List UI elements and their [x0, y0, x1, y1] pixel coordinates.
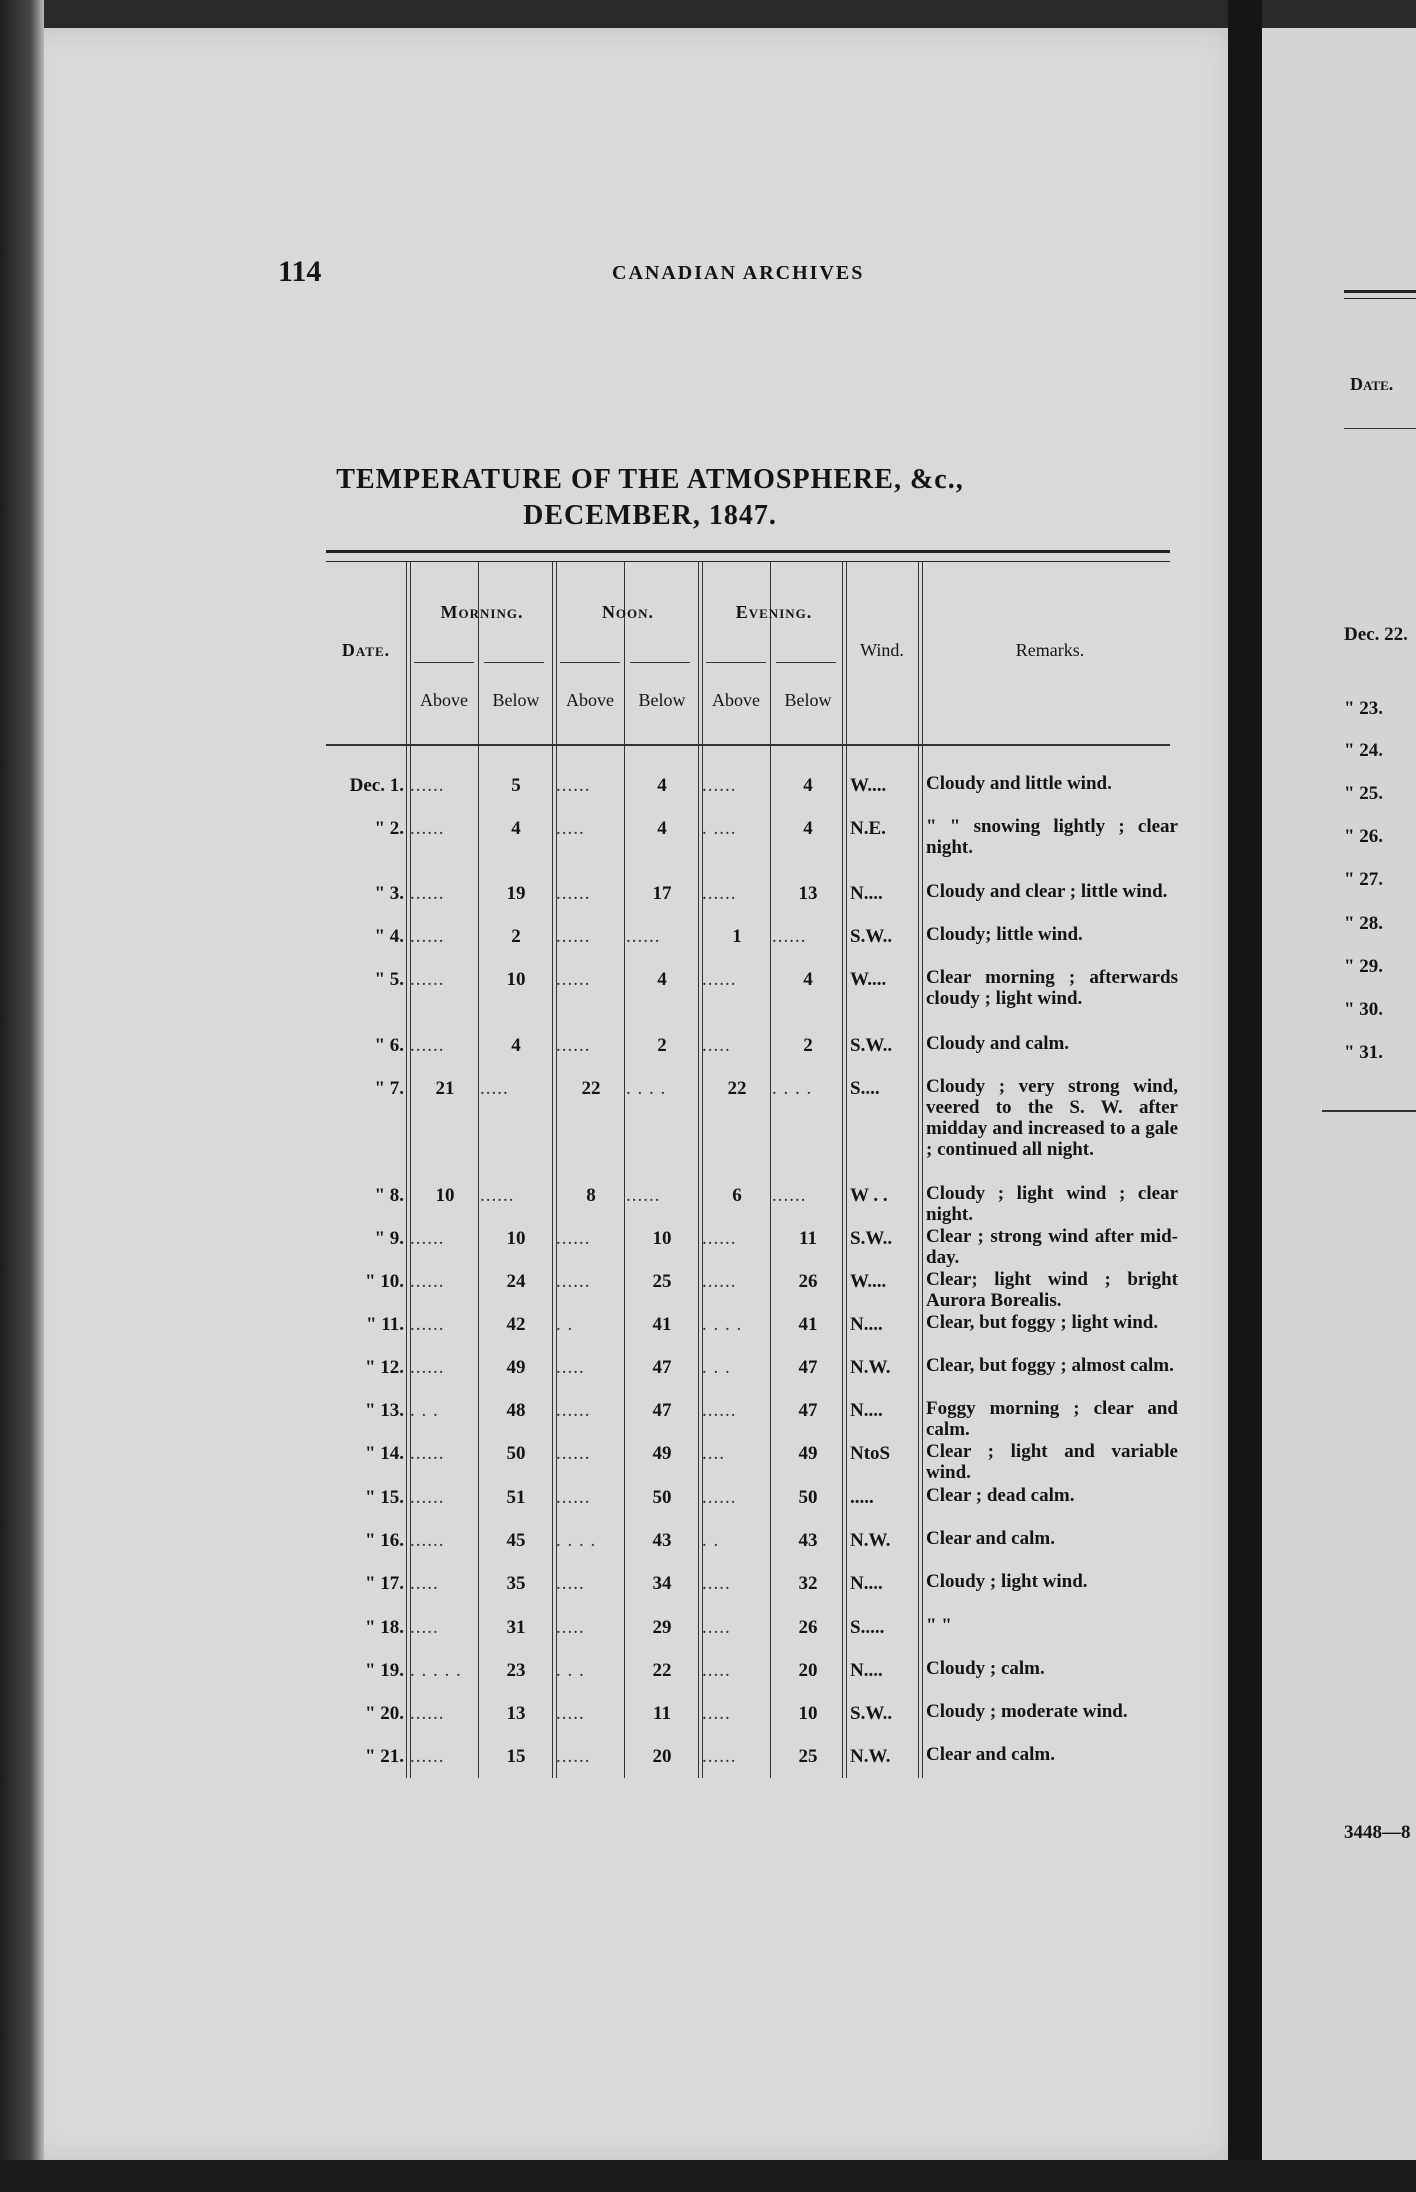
facing-double-rule-thin — [1344, 298, 1416, 299]
page-number: 114 — [278, 255, 322, 288]
cell-m-above: . . . — [410, 1400, 439, 1421]
cell-date: " 2. — [374, 818, 404, 839]
cell-date: Dec. 1. — [349, 775, 404, 796]
cell-remarks: Clear morning ; afterwards cloudy ; light wind. — [926, 967, 1178, 1009]
cell-e-above: ...... — [702, 775, 737, 796]
table-row — [0, 1530, 1416, 1570]
cell-date: " 18. — [364, 1617, 404, 1638]
cell-remarks: Cloudy and little wind. — [926, 773, 1112, 794]
cell-n-above: ...... — [556, 1443, 591, 1464]
cell-e-below: 20 — [798, 1660, 818, 1681]
cell-e-above: . . . — [702, 1357, 731, 1378]
cell-wind: W.... — [850, 775, 887, 796]
facing-date-entry: " 23. — [1344, 698, 1384, 719]
cell-n-below: 49 — [652, 1443, 672, 1464]
cell-m-above: ...... — [410, 1035, 445, 1056]
cell-m-below: 45 — [506, 1530, 526, 1551]
cell-date: " 21. — [364, 1746, 404, 1767]
cell-date: " 17. — [364, 1573, 404, 1594]
cell-remarks: Cloudy and clear ; little wind. — [926, 881, 1168, 902]
cell-n-below: 25 — [652, 1271, 672, 1292]
cell-date: " 4. — [374, 926, 404, 947]
facing-date-entry: " 29. — [1344, 956, 1384, 977]
cell-n-below: ...... — [626, 1185, 661, 1206]
cell-wind: S..... — [850, 1617, 885, 1638]
cell-n-below: 50 — [652, 1487, 672, 1508]
cell-e-below: ...... — [772, 926, 807, 947]
cell-wind: W.... — [850, 1271, 887, 1292]
cell-remarks: Foggy morning ; clear and calm. — [926, 1398, 1178, 1440]
table-top-rule — [326, 550, 1170, 562]
cell-m-below: 24 — [506, 1271, 526, 1292]
cell-e-above: ..... — [702, 1573, 731, 1594]
cell-e-above: ...... — [702, 1228, 737, 1249]
facing-date-entry: Dec. 22. — [1344, 624, 1408, 645]
cell-m-below: 48 — [506, 1400, 526, 1421]
cell-date: " 19. — [364, 1660, 404, 1681]
facing-date-entry: " 30. — [1344, 999, 1384, 1020]
header-underline — [414, 662, 474, 663]
facing-date-entry: " 26. — [1344, 826, 1384, 847]
cell-m-above: ...... — [410, 1530, 445, 1551]
cell-n-above: 22 — [581, 1078, 601, 1099]
header-underline — [560, 662, 620, 663]
facing-date-entry: " 28. — [1344, 913, 1384, 934]
cell-remarks: Clear and calm. — [926, 1744, 1055, 1765]
cell-e-below: 41 — [798, 1314, 818, 1335]
cell-date: " 8. — [374, 1185, 404, 1206]
cell-e-below: 2 — [803, 1035, 813, 1056]
cell-m-above: ...... — [410, 1271, 445, 1292]
table-row — [0, 1185, 1416, 1225]
header-evening: Evening. — [735, 602, 813, 622]
cell-date: " 16. — [364, 1530, 404, 1551]
cell-n-below: 10 — [652, 1228, 672, 1249]
table-row — [0, 1400, 1416, 1440]
cell-e-below: ...... — [772, 1185, 807, 1206]
cell-wind: S.W.. — [850, 926, 893, 947]
cell-m-below: 10 — [506, 969, 526, 990]
cell-m-below: 50 — [506, 1443, 526, 1464]
cell-n-below: 41 — [652, 1314, 672, 1335]
cell-e-above: ..... — [702, 1703, 731, 1724]
cell-n-above: ...... — [556, 1487, 591, 1508]
header-underline — [706, 662, 766, 663]
header-underline — [776, 662, 836, 663]
table-row — [0, 1076, 1416, 1160]
cell-date: " 6. — [374, 1035, 404, 1056]
facing-header-rule — [1344, 428, 1416, 429]
cell-m-below: 4 — [511, 818, 521, 839]
table-row — [0, 1573, 1416, 1613]
cell-n-above: ..... — [556, 1573, 585, 1594]
header-wind: Wind. — [860, 640, 904, 660]
cell-remarks: Clear and calm. — [926, 1528, 1055, 1549]
cell-m-below: 4 — [511, 1035, 521, 1056]
cell-e-above: ...... — [702, 1400, 737, 1421]
cell-remarks: Clear, but foggy ; light wind. — [926, 1312, 1159, 1333]
cell-e-above: ...... — [702, 969, 737, 990]
cell-e-above: ...... — [702, 1746, 737, 1767]
header-noon-above: Above — [566, 690, 614, 710]
cell-n-above: ...... — [556, 1746, 591, 1767]
cell-e-above: 22 — [727, 1078, 747, 1099]
cell-e-below: 4 — [803, 969, 813, 990]
facing-date-entry: " 25. — [1344, 783, 1384, 804]
cell-n-below: 4 — [657, 969, 667, 990]
table-row — [0, 1357, 1416, 1397]
cell-date: " 14. — [364, 1443, 404, 1464]
cell-e-below: 49 — [798, 1443, 818, 1464]
cell-n-above: ...... — [556, 1271, 591, 1292]
cell-wind: W . . — [850, 1185, 888, 1206]
cell-m-below: 31 — [506, 1617, 526, 1638]
table-row — [0, 1660, 1416, 1700]
cell-m-below: 15 — [506, 1746, 526, 1767]
cell-wind: S.W.. — [850, 1703, 893, 1724]
cell-remarks: Clear ; light and variable wind. — [926, 1441, 1178, 1483]
cell-e-below: 11 — [799, 1228, 817, 1249]
cell-e-above: 6 — [732, 1185, 742, 1206]
cell-m-below: 23 — [506, 1660, 526, 1681]
cell-remarks: Cloudy and calm. — [926, 1033, 1070, 1054]
cell-remarks: Clear ; dead calm. — [926, 1485, 1075, 1506]
cell-e-above: ...... — [702, 1487, 737, 1508]
cell-n-below: 4 — [657, 775, 667, 796]
cell-remarks: Cloudy ; light wind. — [926, 1571, 1088, 1592]
scan-bottom-margin — [0, 2160, 1416, 2192]
table-row — [0, 883, 1416, 923]
cell-n-above: ...... — [556, 1400, 591, 1421]
cell-date: " 3. — [374, 883, 404, 904]
cell-remarks: Cloudy ; very strong wind, veered to the S. W. after midday and increased to a gale ; continued all night. — [926, 1076, 1178, 1160]
cell-wind: N.E. — [850, 818, 886, 839]
cell-wind: N.... — [850, 883, 883, 904]
cell-e-above: ..... — [702, 1035, 731, 1056]
cell-date: " 11. — [366, 1314, 404, 1335]
header-noon-below: Below — [638, 690, 686, 710]
table-row — [0, 818, 1416, 858]
cell-m-below: 5 — [511, 775, 521, 796]
cell-remarks: Clear, but foggy ; almost calm. — [926, 1355, 1174, 1376]
cell-e-below: 32 — [798, 1573, 818, 1594]
cell-n-below: 4 — [657, 818, 667, 839]
cell-m-below: 49 — [506, 1357, 526, 1378]
cell-n-above: . . — [556, 1314, 574, 1335]
cell-n-below: 11 — [653, 1703, 671, 1724]
cell-remarks: Cloudy ; calm. — [926, 1658, 1045, 1679]
table-row — [0, 775, 1416, 815]
cell-m-below: 10 — [506, 1228, 526, 1249]
cell-wind: N.... — [850, 1314, 883, 1335]
facing-date-entry: " 24. — [1344, 740, 1384, 761]
table-row — [0, 1228, 1416, 1268]
cell-n-below: 2 — [657, 1035, 667, 1056]
cell-remarks: Clear ; strong wind after mid-day. — [926, 1226, 1178, 1268]
printer-signature: 3448—8 — [1344, 1822, 1411, 1843]
cell-e-above: ..... — [702, 1617, 731, 1638]
cell-m-above: ...... — [410, 926, 445, 947]
header-noon: Noon. — [601, 602, 655, 622]
cell-n-above: ...... — [556, 775, 591, 796]
cell-m-above: 10 — [435, 1185, 455, 1206]
cell-e-below: 43 — [798, 1530, 818, 1551]
cell-n-below: 47 — [652, 1357, 672, 1378]
cell-m-above: ...... — [410, 969, 445, 990]
cell-m-below: 35 — [506, 1573, 526, 1594]
table-row — [0, 1487, 1416, 1527]
cell-date: " 13. — [364, 1400, 404, 1421]
cell-m-above: ...... — [410, 1746, 445, 1767]
cell-e-below: 26 — [798, 1271, 818, 1292]
cell-remarks: Cloudy ; moderate wind. — [926, 1701, 1128, 1722]
cell-m-below: 42 — [506, 1314, 526, 1335]
table-row — [0, 1617, 1416, 1657]
table-row — [0, 1746, 1416, 1786]
cell-m-above: ...... — [410, 1703, 445, 1724]
cell-wind: S.W.. — [850, 1228, 893, 1249]
cell-n-above: ...... — [556, 1035, 591, 1056]
cell-m-above: ...... — [410, 775, 445, 796]
cell-m-above: . . . . . — [410, 1660, 462, 1681]
table-row — [0, 969, 1416, 1009]
table-row — [0, 1703, 1416, 1743]
cell-e-above: 1 — [732, 926, 742, 947]
cell-remarks: Cloudy ; light wind ; clear night. — [926, 1183, 1178, 1225]
cell-m-below: 19 — [506, 883, 526, 904]
cell-wind: S.... — [850, 1078, 880, 1099]
cell-n-below: 47 — [652, 1400, 672, 1421]
cell-e-below: 26 — [798, 1617, 818, 1638]
cell-date: " 20. — [364, 1703, 404, 1724]
cell-wind: N.... — [850, 1400, 883, 1421]
cell-m-above: ...... — [410, 1487, 445, 1508]
cell-e-below: 25 — [798, 1746, 818, 1767]
facing-date-header: Date. — [1350, 374, 1394, 394]
cell-e-below: 4 — [803, 818, 813, 839]
table-title: TEMPERATURE OF THE ATMOSPHERE, &c., — [336, 464, 964, 495]
cell-e-below: 50 — [798, 1487, 818, 1508]
cell-n-above: ..... — [556, 818, 585, 839]
cell-n-below: 34 — [652, 1573, 672, 1594]
cell-wind: NtoS — [850, 1443, 891, 1464]
cell-e-above: ..... — [702, 1660, 731, 1681]
cell-e-above: . . — [702, 1530, 720, 1551]
cell-m-above: ...... — [410, 1314, 445, 1335]
cell-date: " 9. — [374, 1228, 404, 1249]
table-row — [0, 1271, 1416, 1311]
cell-m-below: 13 — [506, 1703, 526, 1724]
cell-m-below: 2 — [511, 926, 521, 947]
cell-remarks: " " — [926, 1615, 952, 1636]
cell-n-below: ...... — [626, 926, 661, 947]
running-head: CANADIAN ARCHIVES — [612, 262, 865, 284]
header-evening-above: Above — [712, 690, 760, 710]
cell-m-below: 51 — [506, 1487, 526, 1508]
cell-n-above: ..... — [556, 1617, 585, 1638]
cell-n-above: ..... — [556, 1703, 585, 1724]
header-morning-above: Above — [420, 690, 468, 710]
table-subtitle: DECEMBER, 1847. — [523, 500, 777, 531]
header-morning: Morning. — [440, 602, 524, 622]
cell-n-above: ..... — [556, 1357, 585, 1378]
cell-m-above: ...... — [410, 818, 445, 839]
cell-e-above: . .... — [702, 818, 737, 839]
cell-e-above: ...... — [702, 883, 737, 904]
cell-n-below: 22 — [652, 1660, 672, 1681]
cell-n-above: ...... — [556, 883, 591, 904]
cell-n-above: ...... — [556, 1228, 591, 1249]
cell-e-above: .... — [702, 1443, 725, 1464]
header-remarks: Remarks. — [1015, 640, 1085, 660]
cell-wind: N.... — [850, 1573, 883, 1594]
cell-n-below: . . . . — [626, 1078, 667, 1099]
header-morning-below: Below — [492, 690, 540, 710]
cell-n-above: 8 — [586, 1185, 596, 1206]
cell-date: " 10. — [364, 1271, 404, 1292]
cell-m-above: ...... — [410, 1357, 445, 1378]
table-row — [0, 1443, 1416, 1483]
cell-n-below: 43 — [652, 1530, 672, 1551]
cell-e-below: 47 — [798, 1400, 818, 1421]
cell-wind: N.... — [850, 1660, 883, 1681]
cell-n-above: ...... — [556, 926, 591, 947]
cell-e-above: . . . . — [702, 1314, 743, 1335]
cell-m-below: ...... — [480, 1185, 515, 1206]
cell-wind: N.W. — [850, 1746, 891, 1767]
cell-n-above: . . . . — [556, 1530, 597, 1551]
table-row — [0, 1035, 1416, 1075]
cell-m-above: ...... — [410, 883, 445, 904]
cell-wind: W.... — [850, 969, 887, 990]
cell-date: " 7. — [374, 1078, 404, 1099]
header-underline — [484, 662, 544, 663]
cell-m-above: ...... — [410, 1443, 445, 1464]
cell-n-above: ...... — [556, 969, 591, 990]
cell-wind: N.W. — [850, 1357, 891, 1378]
header-date: Date. — [341, 640, 391, 660]
cell-e-above: ...... — [702, 1271, 737, 1292]
cell-date: " 15. — [364, 1487, 404, 1508]
cell-wind: N.W. — [850, 1530, 891, 1551]
cell-e-below: 47 — [798, 1357, 818, 1378]
cell-m-above: ...... — [410, 1228, 445, 1249]
cell-m-above: ..... — [410, 1573, 439, 1594]
cell-e-below: 13 — [798, 883, 818, 904]
table-row — [0, 1314, 1416, 1354]
header-underline — [630, 662, 690, 663]
cell-e-below: . . . . — [772, 1078, 813, 1099]
cell-date: " 5. — [374, 969, 404, 990]
cell-remarks: Cloudy; little wind. — [926, 924, 1083, 945]
cell-wind: ..... — [850, 1487, 874, 1508]
cell-e-below: 4 — [803, 775, 813, 796]
cell-date: " 12. — [364, 1357, 404, 1378]
table-row — [0, 926, 1416, 966]
cell-remarks: Clear; light wind ; bright Aurora Borealis. — [926, 1269, 1178, 1311]
cell-n-above: . . . — [556, 1660, 585, 1681]
cell-n-below: 29 — [652, 1617, 672, 1638]
facing-date-entry: " 31. — [1344, 1042, 1384, 1063]
cell-m-above: ..... — [410, 1617, 439, 1638]
facing-date-entry: " 27. — [1344, 869, 1384, 890]
cell-m-below: ..... — [480, 1078, 509, 1099]
facing-double-rule — [1344, 290, 1416, 293]
cell-wind: S.W.. — [850, 1035, 893, 1056]
header-bottom-rule — [326, 744, 1170, 746]
cell-e-below: 10 — [798, 1703, 818, 1724]
cell-n-below: 20 — [652, 1746, 672, 1767]
cell-n-below: 17 — [652, 883, 672, 904]
cell-remarks: " " snowing lightly ; clear night. — [926, 816, 1178, 858]
cell-m-above: 21 — [435, 1078, 455, 1099]
header-evening-below: Below — [784, 690, 832, 710]
